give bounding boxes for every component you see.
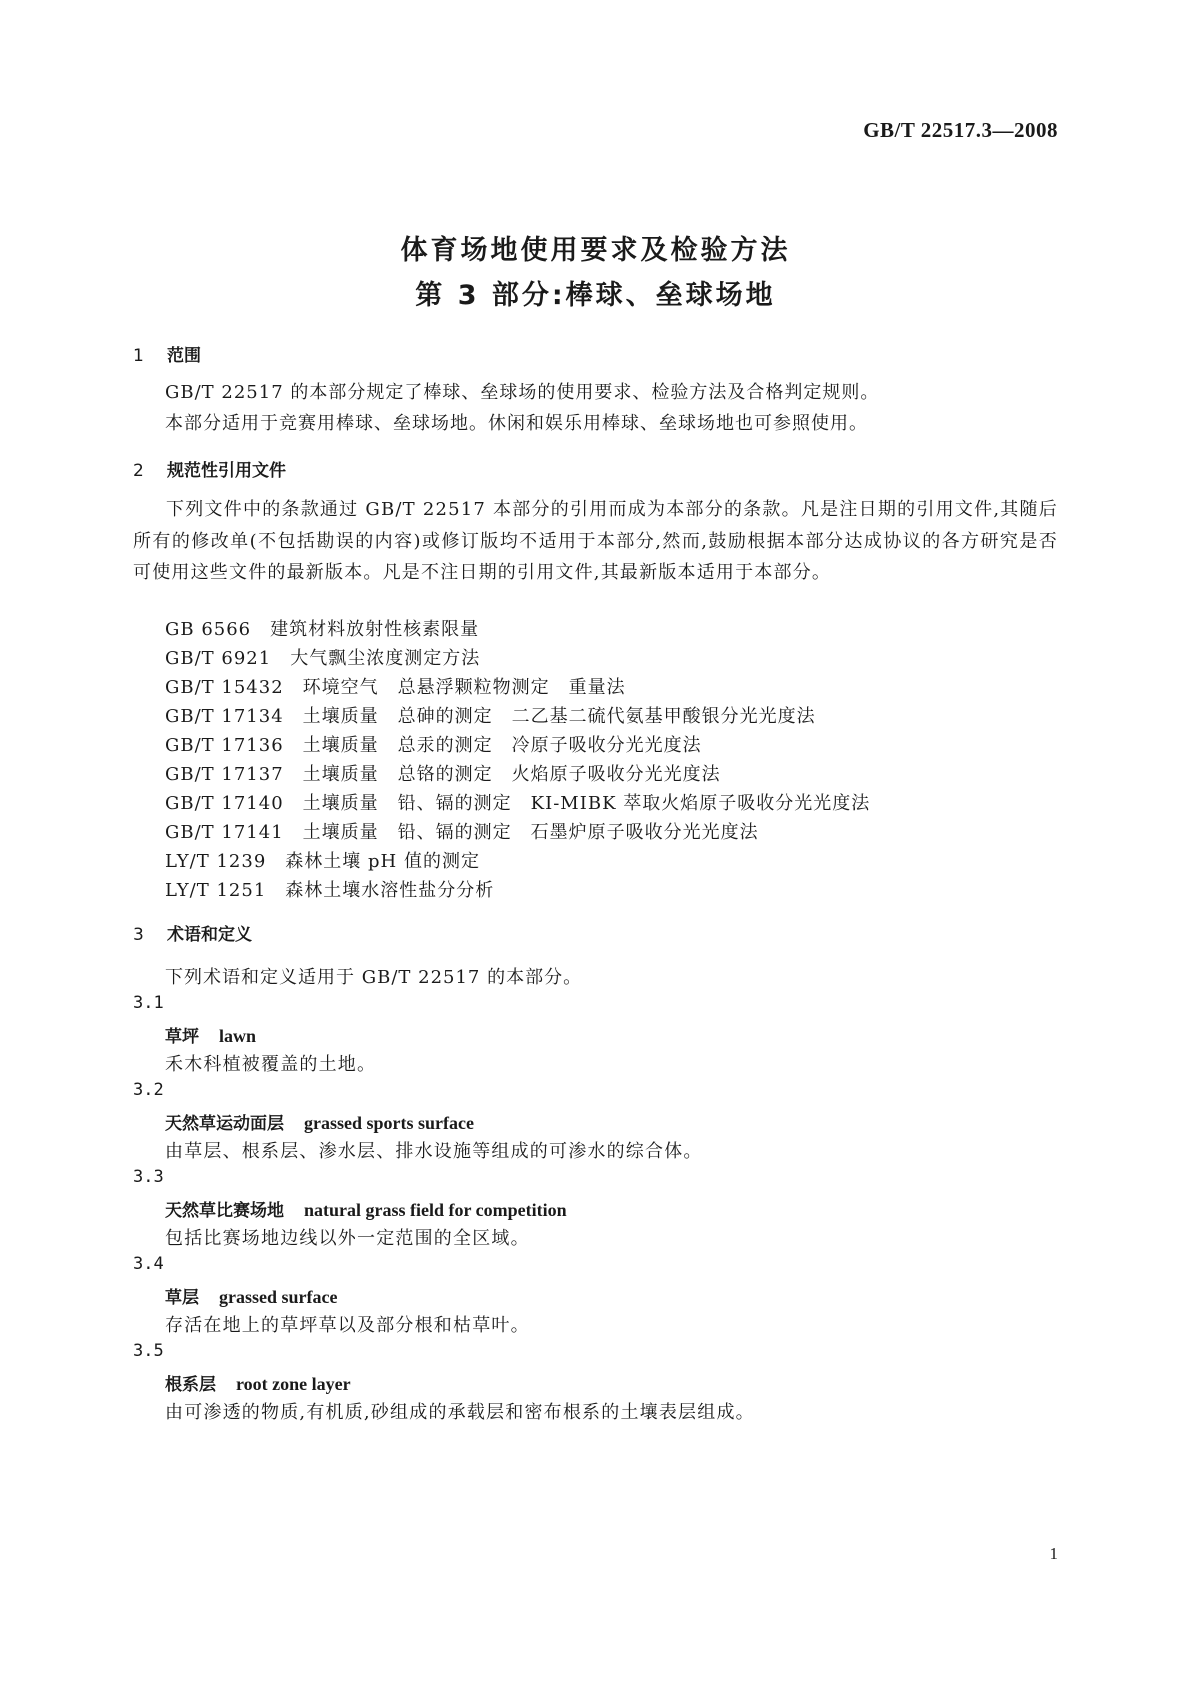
section-heading-terms xyxy=(133,920,252,945)
term-zh: 草层 xyxy=(165,1288,199,1308)
reference-item: GB/T 15432 环境空气 总悬浮颗粒物测定 重量法 xyxy=(165,677,626,698)
term-en: root zone layer xyxy=(236,1374,351,1394)
clause-number: 3.5 xyxy=(133,1341,164,1361)
paragraph: 下列文件中的条款通过 GB/T 22517 本部分的引用而成为本部分的条款。凡是注日期的引用文件,其随后所有的修改单(不包括勘误的内容)或修订版均不适用于本部分,然而,鼓励根据本部分达成协议的各方研究是否可使用这些文件的最新版本。凡是不注日期的引用文件,其最新版本适用于本部分。 xyxy=(133,499,1058,583)
reference-item: GB/T 6921 大气飘尘浓度测定方法 xyxy=(165,648,481,669)
term-definition: 存活在地上的草坪草以及部分根和枯草叶。 xyxy=(165,1315,530,1336)
term-definition: 禾木科植被覆盖的土地。 xyxy=(165,1054,377,1075)
standard-number: GB/T 22517.3—2008 xyxy=(863,118,1058,142)
term-definition: 由可渗透的物质,有机质,砂组成的承载层和密布根系的土壤表层组成。 xyxy=(165,1402,755,1423)
clause-number: 3.4 xyxy=(133,1254,164,1274)
term-heading xyxy=(165,1370,351,1395)
document-subtitle: 第 3 部分:棒球、垒球场地 xyxy=(415,280,776,311)
clause-number: 3.3 xyxy=(133,1167,164,1187)
paragraph: 下列术语和定义适用于 GB/T 22517 的本部分。 xyxy=(165,967,583,988)
clause-number: 3.2 xyxy=(133,1080,164,1100)
reference-item: LY/T 1239 森林土壤 pH 值的测定 xyxy=(165,851,480,872)
term-heading xyxy=(165,1022,256,1047)
reference-item: GB/T 17137 土壤质量 总铬的测定 火焰原子吸收分光光度法 xyxy=(165,764,721,785)
section-title: 范围 xyxy=(167,346,201,366)
reference-item: GB/T 17140 土壤质量 铅、镉的测定 KI-MIBK 萃取火焰原子吸收分光光度法 xyxy=(165,793,871,814)
reference-item: GB/T 17134 土壤质量 总砷的测定 二乙基二硫代氨基甲酸银分光光度法 xyxy=(165,706,816,727)
reference-item: GB/T 17141 土壤质量 铅、镉的测定 石墨炉原子吸收分光光度法 xyxy=(165,822,759,843)
term-heading xyxy=(165,1109,474,1134)
term-en: grassed surface xyxy=(219,1287,338,1307)
clause-number: 3.1 xyxy=(133,993,164,1013)
paragraph: GB/T 22517 的本部分规定了棒球、垒球场的使用要求、检验方法及合格判定规则。 xyxy=(165,382,880,403)
section-title: 术语和定义 xyxy=(167,925,252,945)
reference-item: GB/T 17136 土壤质量 总汞的测定 冷原子吸收分光光度法 xyxy=(165,735,702,756)
term-heading xyxy=(165,1196,567,1221)
reference-item: LY/T 1251 森林土壤水溶性盐分分析 xyxy=(165,880,495,901)
paragraph: 本部分适用于竞赛用棒球、垒球场地。休闲和娱乐用棒球、垒球场地也可参照使用。 xyxy=(165,413,868,434)
section-heading-scope xyxy=(133,341,201,366)
term-en: natural grass field for competition xyxy=(304,1200,567,1220)
section-title: 规范性引用文件 xyxy=(167,461,286,481)
section-number: 2 xyxy=(133,461,144,481)
term-en: grassed sports surface xyxy=(304,1113,474,1133)
term-definition: 包括比赛场地边线以外一定范围的全区域。 xyxy=(165,1228,530,1249)
section-number: 3 xyxy=(133,925,144,945)
section-number: 1 xyxy=(133,346,144,366)
term-zh: 草坪 xyxy=(165,1027,199,1047)
term-zh: 天然草比赛场地 xyxy=(165,1201,284,1221)
document-title: 体育场地使用要求及检验方法 xyxy=(400,235,791,266)
reference-item: GB 6566 建筑材料放射性核素限量 xyxy=(165,619,480,640)
term-en: lawn xyxy=(219,1026,257,1046)
term-definition: 由草层、根系层、渗水层、排水设施等组成的可渗水的综合体。 xyxy=(165,1141,703,1162)
page-number: 1 xyxy=(1049,1544,1058,1563)
term-zh: 根系层 xyxy=(165,1375,216,1395)
term-heading xyxy=(165,1283,337,1308)
term-zh: 天然草运动面层 xyxy=(165,1114,284,1134)
section-heading-normative-references xyxy=(133,456,286,481)
